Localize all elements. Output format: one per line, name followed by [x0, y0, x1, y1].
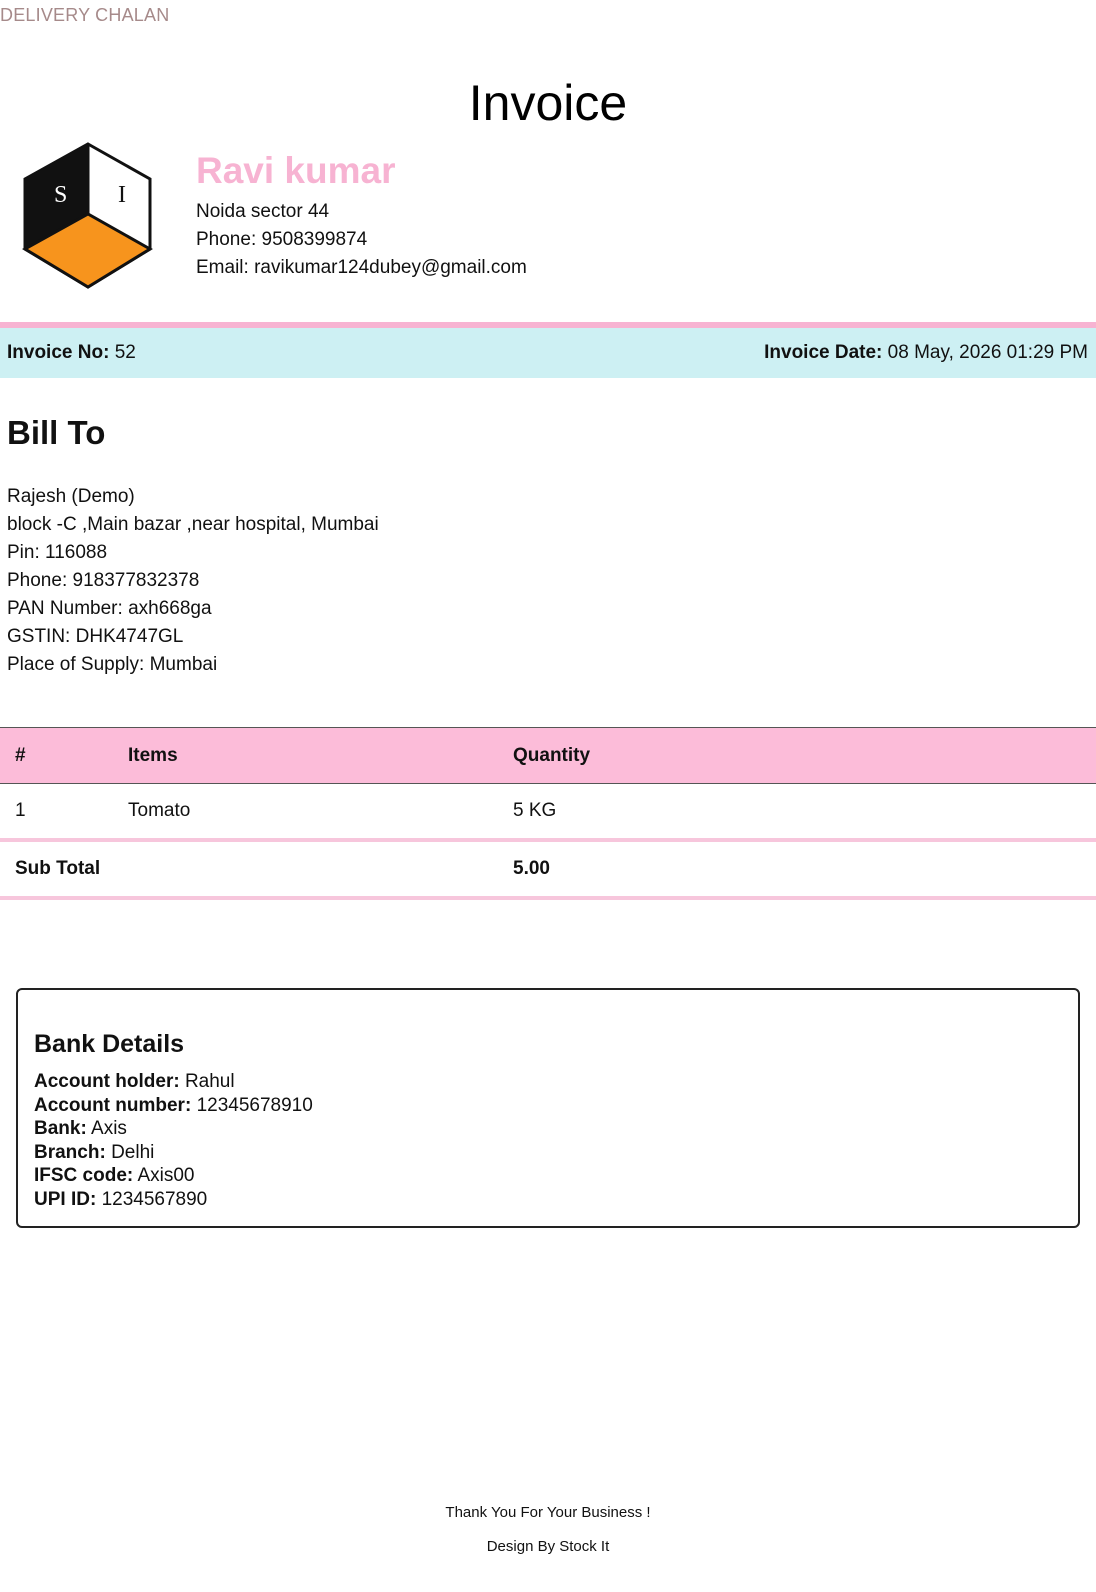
ifsc-code-value: Axis00 — [137, 1165, 195, 1186]
company-logo — [21, 142, 155, 292]
account-number-label: Account number: — [34, 1094, 192, 1116]
bank-details-heading: Bank Details — [34, 1030, 185, 1058]
footer-credit: Design By Stock It — [486, 1538, 610, 1555]
customer-gstin-label: GSTIN: — [7, 626, 71, 647]
table-row — [0, 784, 1096, 841]
customer-pin-label: Pin: — [7, 542, 40, 563]
customer-phone-label: Phone: — [7, 570, 68, 591]
account-holder — [34, 1070, 313, 1094]
invoice-date — [764, 342, 1088, 364]
bank-branch — [34, 1141, 313, 1165]
customer-gstin — [7, 623, 379, 651]
bank-details-box — [16, 988, 1080, 1228]
document-type-label: DELIVERY CHALAN — [0, 5, 170, 25]
seller-name: Ravi kumar — [196, 150, 396, 191]
subtotal-row — [0, 840, 1096, 898]
customer-pan-label: PAN Number: — [7, 598, 123, 619]
customer-supply-value: Mumbai — [149, 654, 218, 675]
customer-name: Rajesh (Demo) — [7, 486, 135, 507]
customer-phone — [7, 567, 379, 595]
seller-email — [196, 254, 527, 282]
items-table — [0, 727, 1096, 900]
subtotal-value: 5.00 — [513, 840, 1096, 898]
bank-name-label: Bank: — [34, 1118, 87, 1139]
seller-address: Noida sector 44 — [196, 201, 330, 222]
invoice-date-value: 08 May, 2026 01:29 PM — [887, 342, 1088, 363]
account-holder-label: Account holder: — [34, 1071, 180, 1092]
invoice-number-value: 52 — [114, 342, 136, 363]
header-items: Items — [128, 728, 513, 784]
customer-address: block -C ,Main bazar ,near hospital, Mumbai — [7, 514, 379, 535]
upi-id-label: UPI ID: — [34, 1188, 97, 1210]
customer-gstin-value: DHK4747GL — [75, 626, 184, 647]
account-number-value: 12345678910 — [196, 1094, 313, 1116]
customer-phone-value: 918377832378 — [72, 570, 200, 591]
seller-email-value: ravikumar124dubey@gmail.com — [254, 257, 527, 278]
seller-phone — [196, 226, 527, 254]
row-item: Tomato — [128, 784, 513, 841]
upi-id — [34, 1188, 313, 1212]
customer-pin — [7, 539, 379, 567]
customer-pan — [7, 595, 379, 623]
header-quantity: Quantity — [513, 728, 1096, 784]
logo-letter-s: S — [54, 182, 68, 208]
seller-phone-value: 9508399874 — [261, 229, 368, 250]
subtotal-label: Sub Total — [0, 840, 513, 898]
header-number: # — [0, 728, 128, 784]
seller-details — [196, 150, 527, 282]
bank-name — [34, 1117, 313, 1141]
items-table-header — [0, 728, 1096, 784]
invoice-info-bar — [0, 328, 1096, 378]
ifsc-code — [34, 1164, 313, 1188]
seller-email-label: Email: — [196, 257, 249, 278]
invoice-date-label: Invoice Date: — [764, 342, 883, 363]
bill-to-details — [7, 483, 379, 679]
seller-phone-label: Phone: — [196, 229, 257, 250]
customer-pin-value: 116088 — [45, 542, 108, 563]
customer-supply-label: Place of Supply: — [7, 654, 145, 675]
footer-thanks: Thank You For Your Business ! — [445, 1504, 651, 1521]
bank-branch-label: Branch: — [34, 1141, 106, 1163]
bill-to-heading: Bill To — [7, 414, 106, 451]
bank-details-list — [34, 1070, 313, 1211]
row-number: 1 — [0, 784, 128, 841]
account-holder-value: Rahul — [184, 1071, 235, 1092]
bank-branch-value: Delhi — [111, 1141, 155, 1163]
customer-place-of-supply — [7, 651, 379, 679]
bank-name-value: Axis — [91, 1118, 127, 1139]
invoice-number — [7, 342, 136, 364]
ifsc-code-label: IFSC code: — [34, 1165, 134, 1186]
page-title: Invoice — [468, 75, 628, 131]
account-number — [34, 1094, 313, 1118]
customer-pan-value: axh668ga — [128, 598, 212, 619]
row-quantity: 5 KG — [513, 784, 1096, 841]
invoice-number-label: Invoice No: — [7, 342, 110, 363]
upi-id-value: 1234567890 — [101, 1188, 208, 1210]
logo-letter-i: I — [118, 182, 126, 208]
